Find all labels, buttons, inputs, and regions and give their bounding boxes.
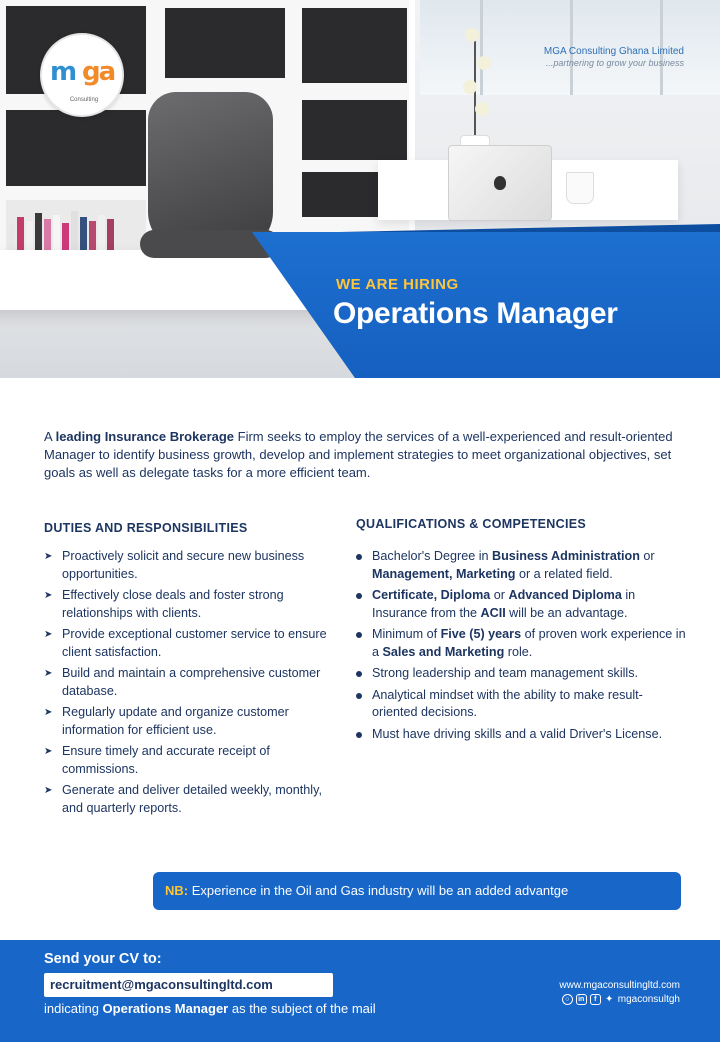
logo-letters-ga: ga (82, 57, 115, 87)
list-item: Certificate, Diploma or Advanced Diploma in Insurance from the ACII will be an advantage. (352, 587, 688, 622)
facebook-icon[interactable]: f (590, 994, 601, 1005)
note-text: Experience in the Oil and Gas industry will be an added advantge (188, 883, 569, 898)
list-item: ➤ Build and maintain a comprehensive customer database. (44, 666, 321, 698)
list-item: ➤ Provide exceptional customer service to ensure client satisfaction. (44, 627, 327, 659)
arrow-bullet-icon: ➤ (44, 707, 53, 718)
list-item: ➤ Effectively close deals and foster strong relationships with clients. (44, 588, 284, 620)
list-item: Analytical mindset with the ability to make result-oriented decisions. (352, 687, 688, 722)
arrow-bullet-icon: ➤ (44, 746, 53, 757)
office-chair (148, 92, 273, 252)
company-name: MGA Consulting Ghana Limited (543, 46, 684, 57)
list-item: ➤ Ensure timely and accurate receipt of commissions. (44, 744, 270, 776)
logo-letter-m: m (50, 57, 76, 87)
duties-list (42, 548, 327, 821)
recruitment-email[interactable]: recruitment@mgaconsultingltd.com (44, 973, 333, 997)
mug (566, 172, 594, 204)
hiring-label: WE ARE HIRING (336, 276, 459, 293)
arrow-bullet-icon: ➤ (44, 629, 53, 640)
list-item: ➤ Proactively solicit and secure new business opportunities. (44, 549, 305, 581)
laptop (448, 145, 552, 221)
duties-heading: DUTIES AND RESPONSIBILITIES (44, 521, 248, 535)
hero-image (0, 0, 720, 378)
instagram-icon[interactable]: ○ (562, 994, 573, 1005)
list-item: Bachelor's Degree in Business Administration or Management, Marketing or a related field. (352, 548, 688, 583)
job-title: Operations Manager (333, 297, 618, 330)
list-item: Must have driving skills and a valid Driver's License. (352, 726, 688, 744)
logo-subtext: Consulting (69, 97, 99, 103)
twitter-icon[interactable]: ✦ (605, 994, 614, 1005)
intro-paragraph: A leading Insurance Brokerage Firm seeks to employ the services of a well-experienced and result-oriented Manager to identify business growth, develop and implement strategies to meet organizational objectives, set goals as well as delegate tasks for a more efficient team. (44, 429, 673, 480)
social-handle[interactable]: mgaconsultgh (617, 994, 680, 1005)
dot-bullet-icon (356, 671, 362, 677)
apple-logo-icon (494, 176, 506, 190)
note-label: NB: (165, 883, 189, 898)
dot-bullet-icon (356, 693, 362, 699)
company-tagline: ...partnering to grow your business (545, 58, 684, 68)
social-links (562, 994, 680, 1005)
dot-bullet-icon (356, 732, 362, 738)
dot-bullet-icon (356, 632, 362, 638)
linkedin-icon[interactable]: in (576, 994, 587, 1005)
subject-instruction: indicating Operations Manager as the subject of the mail (44, 1001, 376, 1016)
website-link[interactable]: www.mgaconsultingltd.com (559, 980, 680, 991)
arrow-bullet-icon: ➤ (44, 785, 53, 796)
arrow-bullet-icon: ➤ (44, 668, 53, 679)
qualifications-list (352, 548, 688, 747)
list-item: Strong leadership and team management skills. (352, 665, 688, 683)
qualifications-heading: QUALIFICATIONS & COMPETENCIES (356, 517, 587, 531)
send-cv-label: Send your CV to: (44, 951, 162, 967)
arrow-bullet-icon: ➤ (44, 551, 53, 562)
dot-bullet-icon (356, 593, 362, 599)
note-banner (153, 872, 681, 910)
dot-bullet-icon (356, 554, 362, 560)
list-item: Minimum of Five (5) years of proven work experience in a Sales and Marketing role. (352, 626, 688, 661)
orchid-plant (455, 18, 495, 138)
arrow-bullet-icon: ➤ (44, 590, 53, 601)
company-logo (40, 33, 124, 117)
list-item: ➤ Generate and deliver detailed weekly, monthly, and quarterly reports. (44, 783, 322, 815)
list-item: ➤ Regularly update and organize customer information for efficient use. (44, 705, 289, 737)
